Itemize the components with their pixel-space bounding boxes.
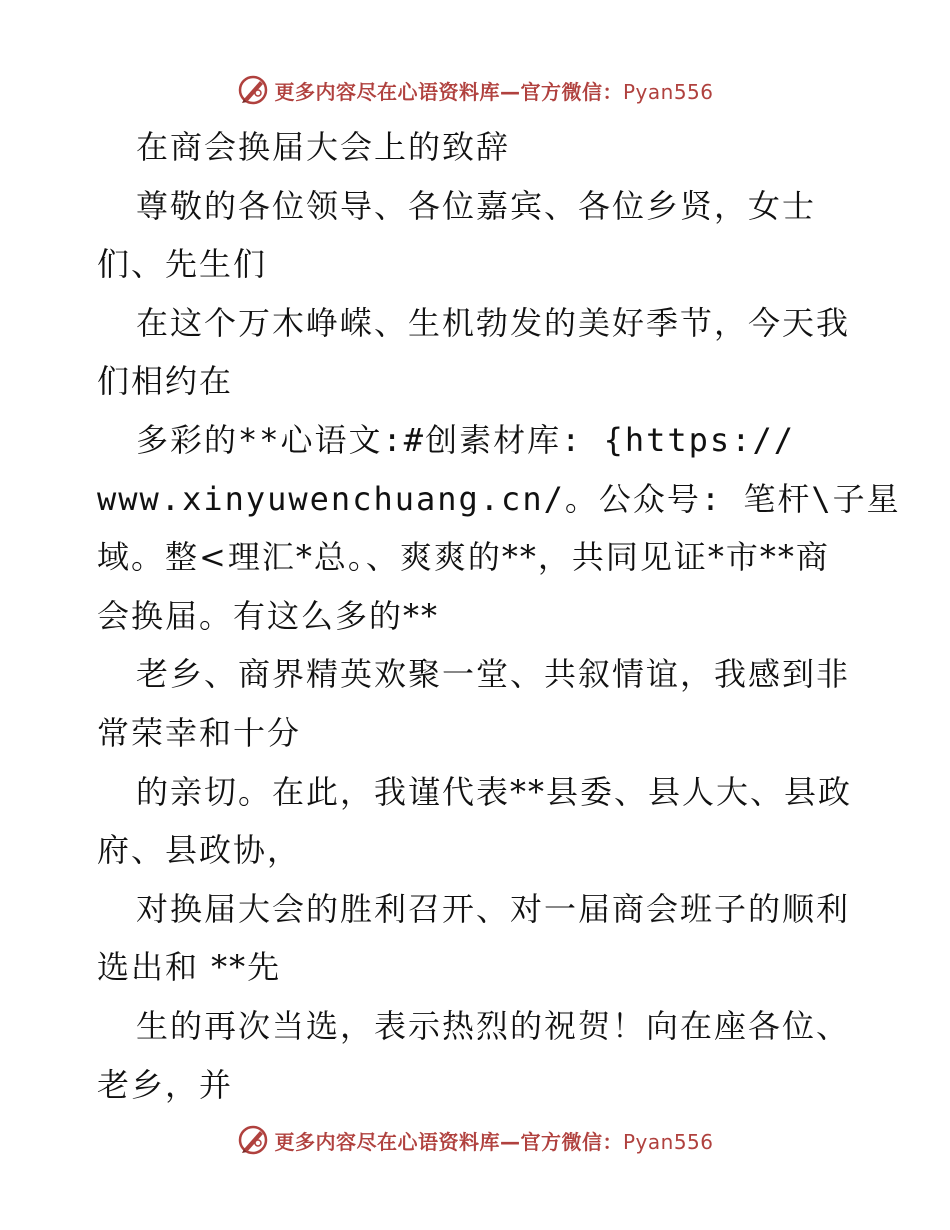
text-line: 域。整<理汇*总。、爽爽的**，共同见证*市**商 xyxy=(97,538,830,577)
text-line: 会换届。有这么多的** xyxy=(97,596,440,635)
text-line: 在这个万木峥嵘、生机勃发的美好季节，今天我 xyxy=(136,303,851,342)
banner-text-zh: 更多内容尽在心语资料库—官方微信： xyxy=(274,1129,623,1154)
pen-logo-icon xyxy=(236,1123,270,1157)
text-line: 尊敬的各位领导、各位嘉宾、各位乡贤，女士 xyxy=(136,186,817,225)
text-line: 老乡，并 xyxy=(97,1065,234,1104)
text-line: 多彩的**心语文:#创素材库: {https:// xyxy=(136,420,795,459)
text-line: 常荣幸和十分 xyxy=(97,713,302,752)
header-banner xyxy=(0,70,950,110)
text-line: 们相约在 xyxy=(97,362,234,401)
text-line: www.xinyuwenchuang.cn/。公众号: 笔杆\子星 xyxy=(97,479,901,518)
banner-text xyxy=(274,1126,713,1155)
pen-logo-icon xyxy=(236,73,270,107)
footer-banner xyxy=(0,1120,950,1160)
document-title: 在商会换届大会上的致辞 xyxy=(136,128,511,166)
text-line: 们、先生们 xyxy=(97,245,268,284)
document-body xyxy=(97,118,901,1114)
text-line: 选出和 **先 xyxy=(97,948,282,987)
banner-wechat-id: Pyan556 xyxy=(622,1129,714,1154)
text-line: 的亲切。在此，我谨代表**县委、县人大、县政 xyxy=(136,772,853,811)
text-line: 老乡、商界精英欢聚一堂、共叙情谊，我感到非 xyxy=(136,655,851,694)
banner-wechat-id: Pyan556 xyxy=(622,79,714,104)
text-line: 生的再次当选，表示热烈的祝贺！向在座各位、 xyxy=(136,1006,851,1045)
banner-text xyxy=(274,76,713,105)
text-line: 府、县政协， xyxy=(97,831,302,870)
banner-text-zh: 更多内容尽在心语资料库—官方微信： xyxy=(274,79,623,104)
text-line: 对换届大会的胜利召开、对一届商会班子的顺利 xyxy=(136,889,851,928)
